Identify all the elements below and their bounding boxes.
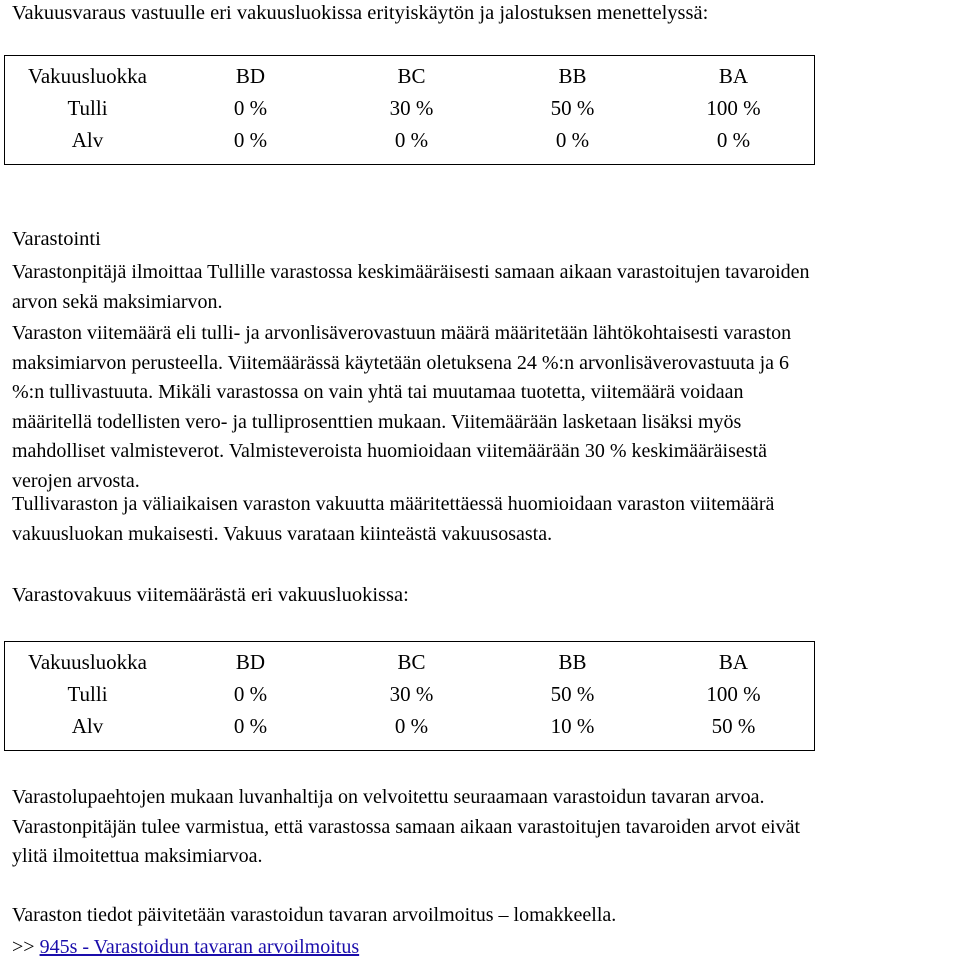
table-header-cell: BA [718, 650, 749, 674]
table-cell: Tulli [67, 682, 108, 706]
form-945s-link[interactable]: 945s - Varastoidun tavaran arvoilmoitus [39, 936, 360, 958]
table-cell: 0 % [394, 128, 429, 152]
table-row [5, 642, 815, 679]
text-line: maksimiarvon perusteella. Viitemäärässä käytetään oletuksena 24 %:n arvonlisäverovastuuta ja 6 [12, 351, 790, 374]
security-class-table-1 [4, 55, 815, 165]
table-cell: 100 % [706, 682, 761, 706]
section-title-storage: Varastointi [12, 228, 101, 250]
form-link-line [12, 933, 960, 963]
table-row [5, 678, 815, 710]
text-line: Varaston tiedot päivitetään varastoidun tavaran arvoilmoitus – lomakkeella. [12, 904, 617, 926]
table-cell: 30 % [389, 682, 434, 706]
text-line: määritellä todellisten vero- ja tulliprosenttien mukaan. Viitemäärään lasketaan lisäksi myös [12, 410, 742, 433]
table-row [5, 710, 815, 751]
table-cell: Alv [71, 714, 104, 738]
table-cell: 50 % [711, 714, 756, 738]
text-line: vakuusluokan mukaisesti. Vakuus varataan kiinteästä vakuusosasta. [12, 522, 553, 545]
paragraph-storage-3 [12, 490, 960, 549]
heading-storage-security: Varastovakuus viitemäärästä eri vakuusluokissa: [12, 584, 409, 606]
table-row [5, 56, 815, 93]
link-prefix: >> [12, 936, 35, 958]
text-line: Varastonpitäjä ilmoittaa Tullille varastossa keskimääräisesti samaan aikaan varastoitujen tavaroiden [12, 261, 810, 283]
table-header-cell: BB [558, 64, 587, 88]
text-line: Varastolupaehtojen mukaan luvanhaltija on velvoitettu seuraamaan varastoidun tavaran arvoa. [12, 786, 765, 808]
heading-security-reservation: Vakuusvaraus vastuulle eri vakuusluokissa erityiskäytön ja jalostuksen menettelyssä: [12, 2, 709, 24]
table-header-cell: BC [397, 64, 426, 88]
text-line: Tullivaraston ja väliaikaisen varaston vakuutta määritettäessä huomioidaan varaston viitemäärä [12, 493, 775, 515]
table-cell: 0 % [716, 128, 751, 152]
table-cell: 0 % [233, 96, 268, 120]
text-line: Varaston viitemäärä eli tulli- ja arvonlisäverovastuun määrä määritetään lähtökohtaisesti varaston [12, 322, 792, 344]
text-line: %:n tullivastuuta. Mikäli varastossa on vain yhtä tai muutamaa tuotetta, viitemäärä voidaan [12, 381, 744, 403]
table-cell: 0 % [233, 128, 268, 152]
table-header-cell: BA [718, 64, 749, 88]
table-cell: 50 % [550, 96, 595, 120]
text-line: ylitä ilmoitettua maksimiarvoa. [12, 845, 263, 867]
paragraph-storage-2 [12, 319, 960, 496]
table-cell: 0 % [233, 682, 268, 706]
table-header-cell: BD [235, 650, 266, 674]
text-line: mahdolliset valmisteverot. Valmisteveroista huomioidaan viitemäärään 30 % keskimääräisestä [12, 440, 767, 462]
table-row [5, 92, 815, 124]
text-line: verojen arvosta. [12, 469, 140, 492]
table-cell: 30 % [389, 96, 434, 120]
table-header-cell: BB [558, 650, 587, 674]
table-cell: 0 % [233, 714, 268, 738]
table-header-cell: Vakuusluokka [28, 650, 147, 674]
table-header-cell: Vakuusluokka [28, 64, 147, 88]
table-cell: 0 % [555, 128, 590, 152]
table-cell: 10 % [550, 714, 595, 738]
table-header-cell: BC [397, 650, 426, 674]
table-header-cell: BD [235, 64, 266, 88]
paragraph-update-info [12, 901, 960, 931]
table-cell: 100 % [706, 96, 761, 120]
table-cell: Alv [71, 128, 104, 152]
table-cell: Tulli [67, 96, 108, 120]
table-row [5, 124, 815, 165]
security-class-table-2 [4, 641, 815, 751]
paragraph-license-terms [12, 783, 960, 872]
text-line: Varastonpitäjän tulee varmistua, että varastossa samaan aikaan varastoitujen tavaroiden arvot eivät [12, 815, 801, 838]
table-cell: 50 % [550, 682, 595, 706]
paragraph-storage-1 [12, 258, 960, 317]
text-line: arvon sekä maksimiarvon. [12, 290, 223, 313]
table-cell: 0 % [394, 714, 429, 738]
